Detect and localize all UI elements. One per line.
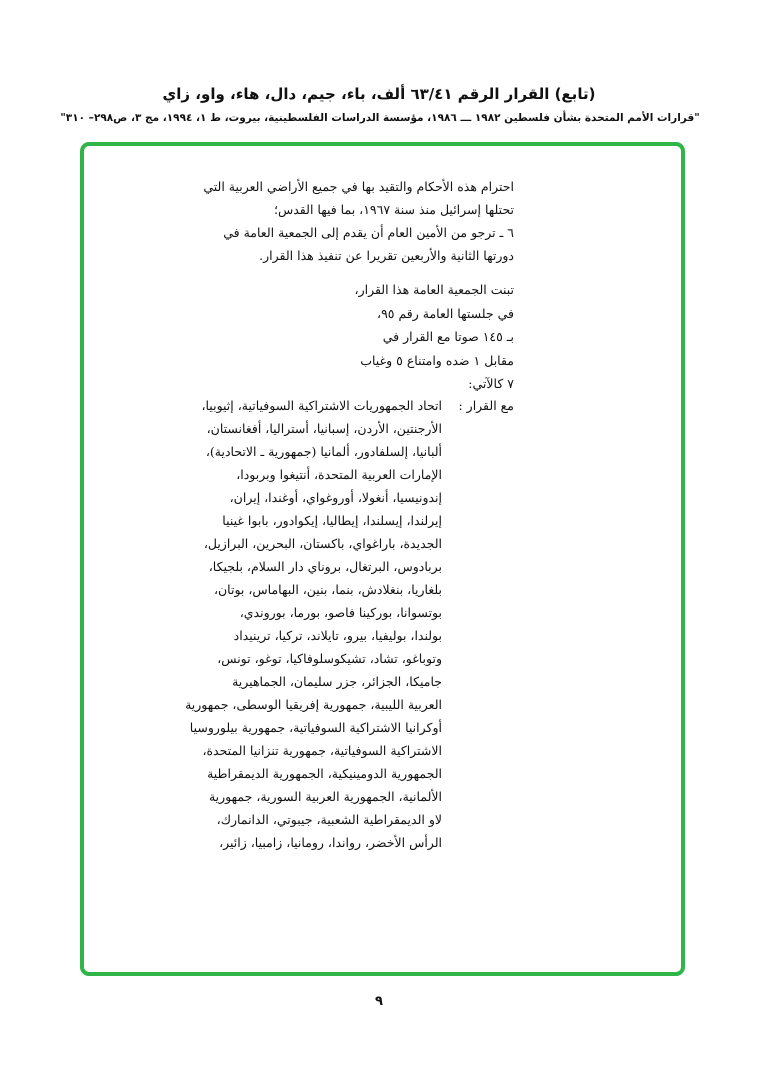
adoption-line: بـ ١٤٥ صوتا مع القرار في: [382, 329, 514, 344]
source-citation: "قرارات الأمم المتحدة بشأن فلسطين ١٩٨٢ ـــ ١٩٨٦، مؤسسة الدراسات الفلسطينية، بيروت، ط ١، ١٩٩٤، مج ٣، ص٢٩٨– ٣١٠": [60, 112, 700, 124]
document-title: (تابع) القرار الرقم ٦٣/٤١ ألف، باء، جيم، دال، هاء، واو، زاي: [162, 85, 596, 103]
text-line: احترام هذه الأحكام والتقيد بها في جميع الأراضي العربية التي: [203, 179, 514, 194]
page-number: ٩: [375, 994, 383, 1009]
adoption-statement: [354, 278, 514, 396]
vote-line: إندونيسيا، أنغولا، أوروغواي، أوغندا، إيران،: [229, 490, 442, 505]
text-line: ٦ ـ ترجو من الأمين العام أن يقدم إلى الجمعية العامة في: [223, 225, 514, 240]
text-line: تحتلها إسرائيل منذ سنة ١٩٦٧، بما فيها القدس؛: [274, 202, 514, 217]
vote-line: بوتسوانا، بوركينا فاصو، بورما، بوروندي،: [239, 605, 442, 620]
vote-line: بربادوس، البرتغال، بروناي دار السلام، بلجيكا،: [208, 559, 442, 574]
vote-line: لاو الديمقراطية الشعبية، جيبوتي، الدانمارك،: [216, 812, 442, 827]
vote-line: إيرلندا، إيسلندا، إيطاليا، إيكوادور، بابوا غينيا: [222, 513, 442, 528]
vote-line: وتوباغو، تشاد، تشيكوسلوفاكيا، توغو، تونس،: [217, 651, 442, 666]
vote-line: بولندا، بوليفيا، بيرو، تايلاند، تركيا، ترينيداد: [233, 628, 442, 643]
vote-line: اتحاد الجمهوريات الاشتراكية السوفياتية، إثيوبيا،: [201, 398, 442, 413]
vote-line: الجديدة، باراغواي، باكستان، البحرين، البرازيل،: [203, 536, 442, 551]
vote-in-favor-list: [184, 394, 442, 854]
resolution-text: [182, 175, 514, 267]
vote-line: الجمهورية الدومينيكية، الجمهورية الديمقراطية: [207, 766, 442, 781]
vote-line: جاميكا، الجزائر، جزر سليمان، الجماهيرية: [232, 674, 442, 689]
vote-line: الرأس الأخضر، رواندا، رومانيا، زامبيا، زائير،: [219, 835, 442, 850]
adoption-line: تبنت الجمعية العامة هذا القرار،: [354, 282, 514, 297]
vote-line: الإمارات العربية المتحدة، أنتيغوا وبربودا،: [236, 467, 442, 482]
adoption-line: ٧ كالآتي:: [468, 376, 514, 391]
text-line: دورتها الثانية والأربعين تقريرا عن تنفيذ هذا القرار.: [259, 248, 514, 263]
vote-line: الأرجنتين، الأردن، إسبانيا، أستراليا، أفغانستان،: [206, 421, 442, 436]
adoption-line: في جلستها العامة رقم ٩٥،: [377, 305, 514, 321]
adoption-line: مقابل ١ ضده وامتناع ٥ وغياب: [360, 352, 514, 368]
vote-line: ألبانيا، إلسلفادور، ألمانيا (جمهورية ـ الاتحادية)،: [205, 444, 442, 459]
vote-line: بلغاريا، بنغلادش، بنما، بنين، البهاماس، بوتان،: [213, 582, 442, 597]
vote-in-favor-label: مع القرار :: [458, 398, 514, 413]
vote-line: أوكرانيا الاشتراكية السوفياتية، جمهورية بيلوروسيا: [189, 720, 442, 735]
vote-line: الألمانية، الجمهورية العربية السورية، جمهورية: [208, 789, 442, 804]
vote-line: الاشتراكية السوفياتية، جمهورية تنزانيا المتحدة،: [202, 743, 442, 758]
vote-line: العربية الليبية، جمهورية إفريقيا الوسطى، جمهورية: [185, 697, 442, 712]
